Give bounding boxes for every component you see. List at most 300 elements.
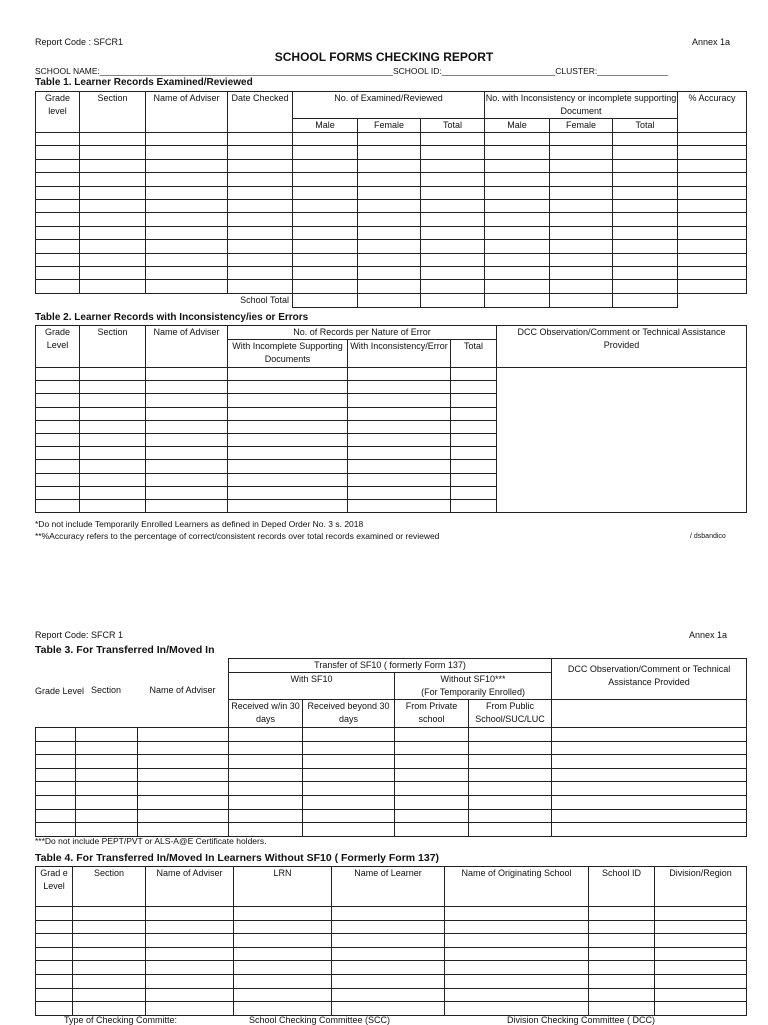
blank-cell[interactable] (234, 907, 332, 921)
blank-cell[interactable] (348, 499, 451, 512)
blank-cell[interactable] (146, 907, 234, 921)
blank-cell[interactable] (445, 961, 589, 975)
blank-cell[interactable] (36, 394, 80, 407)
blank-cell[interactable] (228, 226, 293, 239)
blank-cell[interactable] (303, 782, 395, 796)
blank-cell[interactable] (73, 961, 146, 975)
blank-cell[interactable] (303, 741, 395, 755)
blank-cell[interactable] (421, 186, 485, 199)
blank-cell[interactable] (293, 173, 358, 186)
blank-cell[interactable] (550, 173, 613, 186)
blank-cell[interactable] (146, 159, 228, 172)
blank-cell[interactable] (348, 433, 451, 446)
blank-cell[interactable] (678, 173, 747, 186)
blank-cell[interactable] (146, 381, 228, 394)
blank-cell[interactable] (228, 420, 348, 433)
blank-cell[interactable] (146, 447, 228, 460)
blank-cell[interactable] (589, 961, 655, 975)
blank-cell[interactable] (348, 420, 451, 433)
blank-cell[interactable] (550, 266, 613, 279)
blank-cell[interactable] (552, 755, 747, 769)
blank-cell[interactable] (229, 768, 303, 782)
blank-cell[interactable] (36, 213, 80, 226)
blank-cell[interactable] (395, 755, 469, 769)
blank-cell[interactable] (138, 768, 229, 782)
blank-cell[interactable] (76, 795, 138, 809)
blank-cell[interactable] (80, 186, 146, 199)
blank-cell[interactable] (655, 920, 747, 934)
blank-cell[interactable] (80, 460, 146, 473)
blank-cell[interactable] (678, 146, 747, 159)
blank-cell[interactable] (421, 253, 485, 266)
blank-cell[interactable] (613, 226, 678, 239)
blank-cell[interactable] (358, 226, 421, 239)
blank-cell[interactable] (146, 146, 228, 159)
blank-cell[interactable] (228, 473, 348, 486)
blank-cell[interactable] (36, 433, 80, 446)
blank-cell[interactable] (146, 961, 234, 975)
blank-cell[interactable] (358, 159, 421, 172)
blank-cell[interactable] (451, 447, 497, 460)
blank-cell[interactable] (36, 1002, 73, 1016)
blank-cell[interactable] (80, 394, 146, 407)
blank-cell[interactable] (655, 961, 747, 975)
blank-cell[interactable] (36, 133, 80, 146)
blank-cell[interactable] (146, 394, 228, 407)
blank-cell[interactable] (550, 146, 613, 159)
blank-cell[interactable] (589, 920, 655, 934)
blank-cell[interactable] (36, 146, 80, 159)
blank-cell[interactable] (445, 988, 589, 1002)
blank-cell[interactable] (678, 159, 747, 172)
blank-cell[interactable] (80, 240, 146, 253)
blank-cell[interactable] (146, 199, 228, 212)
blank-cell[interactable] (485, 159, 550, 172)
blank-cell[interactable] (332, 961, 445, 975)
blank-cell[interactable] (451, 381, 497, 394)
blank-cell[interactable] (485, 173, 550, 186)
blank-cell[interactable] (550, 199, 613, 212)
blank-cell[interactable] (36, 499, 80, 512)
blank-cell[interactable] (358, 253, 421, 266)
blank-cell[interactable] (228, 381, 348, 394)
blank-cell[interactable] (228, 266, 293, 279)
blank-cell[interactable] (550, 186, 613, 199)
blank-cell[interactable] (36, 473, 80, 486)
blank-cell[interactable] (358, 133, 421, 146)
blank-cell[interactable] (293, 280, 358, 293)
blank-cell[interactable] (80, 280, 146, 293)
blank-cell[interactable] (76, 768, 138, 782)
blank-cell[interactable] (80, 146, 146, 159)
blank-cell[interactable] (80, 159, 146, 172)
blank-cell[interactable] (36, 741, 76, 755)
blank-cell[interactable] (36, 159, 80, 172)
blank-cell[interactable] (80, 473, 146, 486)
blank-cell[interactable] (146, 499, 228, 512)
blank-cell[interactable] (36, 782, 76, 796)
dcc-option[interactable]: Division Checking Committee ( DCC) (507, 1015, 656, 1025)
dcc-observation-area[interactable] (497, 368, 747, 513)
blank-cell[interactable] (451, 486, 497, 499)
blank-cell[interactable] (229, 809, 303, 823)
blank-cell[interactable] (80, 381, 146, 394)
blank-cell[interactable] (395, 809, 469, 823)
blank-cell[interactable] (451, 368, 497, 381)
blank-cell[interactable] (36, 486, 80, 499)
blank-cell[interactable] (228, 133, 293, 146)
blank-cell[interactable] (36, 280, 80, 293)
blank-cell[interactable] (234, 934, 332, 948)
blank-cell[interactable] (146, 920, 234, 934)
blank-cell[interactable] (228, 433, 348, 446)
blank-cell[interactable] (445, 1002, 589, 1016)
blank-cell[interactable] (358, 266, 421, 279)
blank-cell[interactable] (138, 728, 229, 742)
blank-cell[interactable] (146, 947, 234, 961)
blank-cell[interactable] (348, 381, 451, 394)
blank-cell[interactable] (146, 407, 228, 420)
blank-cell[interactable] (348, 407, 451, 420)
blank-cell[interactable] (146, 974, 234, 988)
blank-cell[interactable] (293, 199, 358, 212)
blank-cell[interactable] (146, 368, 228, 381)
blank-cell[interactable] (138, 755, 229, 769)
blank-cell[interactable] (303, 809, 395, 823)
blank-cell[interactable] (229, 782, 303, 796)
blank-cell[interactable] (678, 266, 747, 279)
blank-cell[interactable] (36, 368, 80, 381)
blank-cell[interactable] (36, 728, 76, 742)
blank-cell[interactable] (146, 473, 228, 486)
blank-cell[interactable] (73, 1002, 146, 1016)
blank-cell[interactable] (146, 988, 234, 1002)
blank-cell[interactable] (445, 907, 589, 921)
blank-cell[interactable] (421, 146, 485, 159)
blank-cell[interactable] (234, 1002, 332, 1016)
blank-cell[interactable] (655, 974, 747, 988)
blank-cell[interactable] (228, 394, 348, 407)
blank-cell[interactable] (303, 755, 395, 769)
blank-cell[interactable] (228, 499, 348, 512)
blank-cell[interactable] (421, 240, 485, 253)
scc-option[interactable]: School Checking Committee (SCC) (249, 1015, 391, 1025)
blank-cell[interactable] (678, 213, 747, 226)
blank-cell[interactable] (80, 253, 146, 266)
blank-cell[interactable] (229, 755, 303, 769)
blank-cell[interactable] (303, 728, 395, 742)
blank-cell[interactable] (613, 133, 678, 146)
blank-cell[interactable] (348, 473, 451, 486)
blank-cell[interactable] (395, 823, 469, 837)
blank-cell[interactable] (36, 199, 80, 212)
blank-cell[interactable] (146, 280, 228, 293)
blank-cell[interactable] (146, 226, 228, 239)
blank-cell[interactable] (485, 146, 550, 159)
blank-cell[interactable] (655, 947, 747, 961)
blank-cell[interactable] (451, 394, 497, 407)
blank-cell[interactable] (80, 133, 146, 146)
blank-cell[interactable] (395, 795, 469, 809)
blank-cell[interactable] (445, 947, 589, 961)
blank-cell[interactable] (36, 407, 80, 420)
blank-cell[interactable] (36, 795, 76, 809)
blank-cell[interactable] (146, 1002, 234, 1016)
blank-cell[interactable] (613, 146, 678, 159)
blank-cell[interactable] (485, 240, 550, 253)
blank-cell[interactable] (348, 447, 451, 460)
blank-cell[interactable] (293, 240, 358, 253)
blank-cell[interactable] (348, 486, 451, 499)
blank-cell[interactable] (293, 226, 358, 239)
blank-cell[interactable] (451, 420, 497, 433)
blank-cell[interactable] (36, 920, 73, 934)
blank-cell[interactable] (73, 974, 146, 988)
blank-cell[interactable] (451, 473, 497, 486)
blank-cell[interactable] (445, 974, 589, 988)
blank-cell[interactable] (76, 755, 138, 769)
blank-cell[interactable] (36, 961, 73, 975)
blank-cell[interactable] (234, 988, 332, 1002)
blank-cell[interactable] (228, 447, 348, 460)
blank-cell[interactable] (332, 974, 445, 988)
blank-cell[interactable] (655, 1002, 747, 1016)
blank-cell[interactable] (451, 499, 497, 512)
blank-cell[interactable] (550, 213, 613, 226)
blank-cell[interactable] (36, 253, 80, 266)
blank-cell[interactable] (146, 240, 228, 253)
blank-cell[interactable] (80, 173, 146, 186)
blank-cell[interactable] (80, 433, 146, 446)
blank-cell[interactable] (550, 240, 613, 253)
blank-cell[interactable] (358, 240, 421, 253)
blank-cell[interactable] (228, 146, 293, 159)
blank-cell[interactable] (395, 741, 469, 755)
blank-cell[interactable] (138, 809, 229, 823)
blank-cell[interactable] (678, 280, 747, 293)
blank-cell[interactable] (332, 907, 445, 921)
blank-cell[interactable] (589, 1002, 655, 1016)
blank-cell[interactable] (613, 280, 678, 293)
blank-cell[interactable] (678, 186, 747, 199)
blank-cell[interactable] (550, 280, 613, 293)
blank-cell[interactable] (146, 253, 228, 266)
blank-cell[interactable] (358, 280, 421, 293)
blank-cell[interactable] (589, 947, 655, 961)
blank-cell[interactable] (76, 782, 138, 796)
blank-cell[interactable] (36, 768, 76, 782)
blank-cell[interactable] (80, 368, 146, 381)
blank-cell[interactable] (80, 226, 146, 239)
blank-cell[interactable] (80, 420, 146, 433)
blank-cell[interactable] (358, 173, 421, 186)
blank-cell[interactable] (421, 266, 485, 279)
blank-cell[interactable] (552, 795, 747, 809)
blank-cell[interactable] (395, 782, 469, 796)
blank-cell[interactable] (303, 823, 395, 837)
blank-cell[interactable] (138, 823, 229, 837)
blank-cell[interactable] (678, 199, 747, 212)
blank-cell[interactable] (228, 173, 293, 186)
blank-cell[interactable] (36, 907, 73, 921)
blank-cell[interactable] (146, 420, 228, 433)
blank-cell[interactable] (678, 240, 747, 253)
blank-cell[interactable] (445, 934, 589, 948)
blank-cell[interactable] (589, 907, 655, 921)
blank-cell[interactable] (228, 253, 293, 266)
blank-cell[interactable] (146, 186, 228, 199)
blank-cell[interactable] (469, 768, 552, 782)
blank-cell[interactable] (469, 795, 552, 809)
blank-cell[interactable] (228, 159, 293, 172)
blank-cell[interactable] (229, 823, 303, 837)
blank-cell[interactable] (138, 782, 229, 796)
blank-cell[interactable] (332, 934, 445, 948)
blank-cell[interactable] (469, 755, 552, 769)
blank-cell[interactable] (36, 447, 80, 460)
blank-cell[interactable] (421, 173, 485, 186)
blank-cell[interactable] (73, 934, 146, 948)
blank-cell[interactable] (36, 947, 73, 961)
blank-cell[interactable] (421, 226, 485, 239)
blank-cell[interactable] (552, 768, 747, 782)
blank-cell[interactable] (451, 460, 497, 473)
blank-cell[interactable] (146, 133, 228, 146)
blank-cell[interactable] (469, 782, 552, 796)
blank-cell[interactable] (36, 266, 80, 279)
blank-cell[interactable] (36, 755, 76, 769)
blank-cell[interactable] (485, 280, 550, 293)
blank-cell[interactable] (332, 947, 445, 961)
blank-cell[interactable] (146, 173, 228, 186)
blank-cell[interactable] (613, 213, 678, 226)
blank-cell[interactable] (138, 795, 229, 809)
blank-cell[interactable] (589, 974, 655, 988)
blank-cell[interactable] (293, 266, 358, 279)
blank-cell[interactable] (76, 823, 138, 837)
blank-cell[interactable] (76, 741, 138, 755)
blank-cell[interactable] (228, 280, 293, 293)
blank-cell[interactable] (293, 253, 358, 266)
blank-cell[interactable] (229, 741, 303, 755)
blank-cell[interactable] (469, 728, 552, 742)
blank-cell[interactable] (552, 728, 747, 742)
blank-cell[interactable] (655, 934, 747, 948)
blank-cell[interactable] (234, 974, 332, 988)
blank-cell[interactable] (76, 728, 138, 742)
blank-cell[interactable] (76, 809, 138, 823)
blank-cell[interactable] (469, 741, 552, 755)
blank-cell[interactable] (550, 133, 613, 146)
blank-cell[interactable] (395, 768, 469, 782)
blank-cell[interactable] (613, 159, 678, 172)
blank-cell[interactable] (613, 199, 678, 212)
blank-cell[interactable] (228, 368, 348, 381)
blank-cell[interactable] (36, 460, 80, 473)
blank-cell[interactable] (146, 460, 228, 473)
blank-cell[interactable] (80, 213, 146, 226)
blank-cell[interactable] (552, 809, 747, 823)
blank-cell[interactable] (146, 486, 228, 499)
blank-cell[interactable] (469, 809, 552, 823)
blank-cell[interactable] (73, 947, 146, 961)
blank-cell[interactable] (421, 199, 485, 212)
blank-cell[interactable] (73, 907, 146, 921)
blank-cell[interactable] (234, 961, 332, 975)
blank-cell[interactable] (421, 280, 485, 293)
blank-cell[interactable] (293, 186, 358, 199)
blank-cell[interactable] (332, 920, 445, 934)
blank-cell[interactable] (229, 728, 303, 742)
blank-cell[interactable] (228, 460, 348, 473)
blank-cell[interactable] (228, 213, 293, 226)
blank-cell[interactable] (358, 146, 421, 159)
blank-cell[interactable] (451, 433, 497, 446)
blank-cell[interactable] (358, 186, 421, 199)
blank-cell[interactable] (228, 240, 293, 253)
blank-cell[interactable] (485, 133, 550, 146)
blank-cell[interactable] (228, 186, 293, 199)
blank-cell[interactable] (552, 782, 747, 796)
blank-cell[interactable] (358, 213, 421, 226)
blank-cell[interactable] (332, 988, 445, 1002)
blank-cell[interactable] (655, 988, 747, 1002)
blank-cell[interactable] (36, 809, 76, 823)
blank-cell[interactable] (36, 186, 80, 199)
blank-cell[interactable] (234, 947, 332, 961)
blank-cell[interactable] (613, 266, 678, 279)
blank-cell[interactable] (550, 159, 613, 172)
blank-cell[interactable] (451, 407, 497, 420)
blank-cell[interactable] (552, 741, 747, 755)
blank-cell[interactable] (613, 186, 678, 199)
blank-cell[interactable] (228, 199, 293, 212)
blank-cell[interactable] (146, 934, 234, 948)
blank-cell[interactable] (332, 1002, 445, 1016)
blank-cell[interactable] (36, 240, 80, 253)
blank-cell[interactable] (36, 420, 80, 433)
blank-cell[interactable] (348, 460, 451, 473)
blank-cell[interactable] (445, 920, 589, 934)
blank-cell[interactable] (303, 795, 395, 809)
blank-cell[interactable] (589, 988, 655, 1002)
blank-cell[interactable] (73, 920, 146, 934)
blank-cell[interactable] (485, 226, 550, 239)
blank-cell[interactable] (421, 133, 485, 146)
blank-cell[interactable] (73, 988, 146, 1002)
blank-cell[interactable] (80, 199, 146, 212)
blank-cell[interactable] (293, 213, 358, 226)
blank-cell[interactable] (348, 394, 451, 407)
blank-cell[interactable] (293, 159, 358, 172)
blank-cell[interactable] (36, 823, 76, 837)
blank-cell[interactable] (550, 226, 613, 239)
blank-cell[interactable] (303, 768, 395, 782)
blank-cell[interactable] (348, 368, 451, 381)
blank-cell[interactable] (552, 823, 747, 837)
blank-cell[interactable] (293, 133, 358, 146)
blank-cell[interactable] (485, 266, 550, 279)
blank-cell[interactable] (36, 988, 73, 1002)
blank-cell[interactable] (228, 486, 348, 499)
blank-cell[interactable] (80, 407, 146, 420)
blank-cell[interactable] (293, 146, 358, 159)
blank-cell[interactable] (36, 974, 73, 988)
blank-cell[interactable] (138, 741, 229, 755)
blank-cell[interactable] (589, 934, 655, 948)
blank-cell[interactable] (485, 213, 550, 226)
blank-cell[interactable] (421, 213, 485, 226)
